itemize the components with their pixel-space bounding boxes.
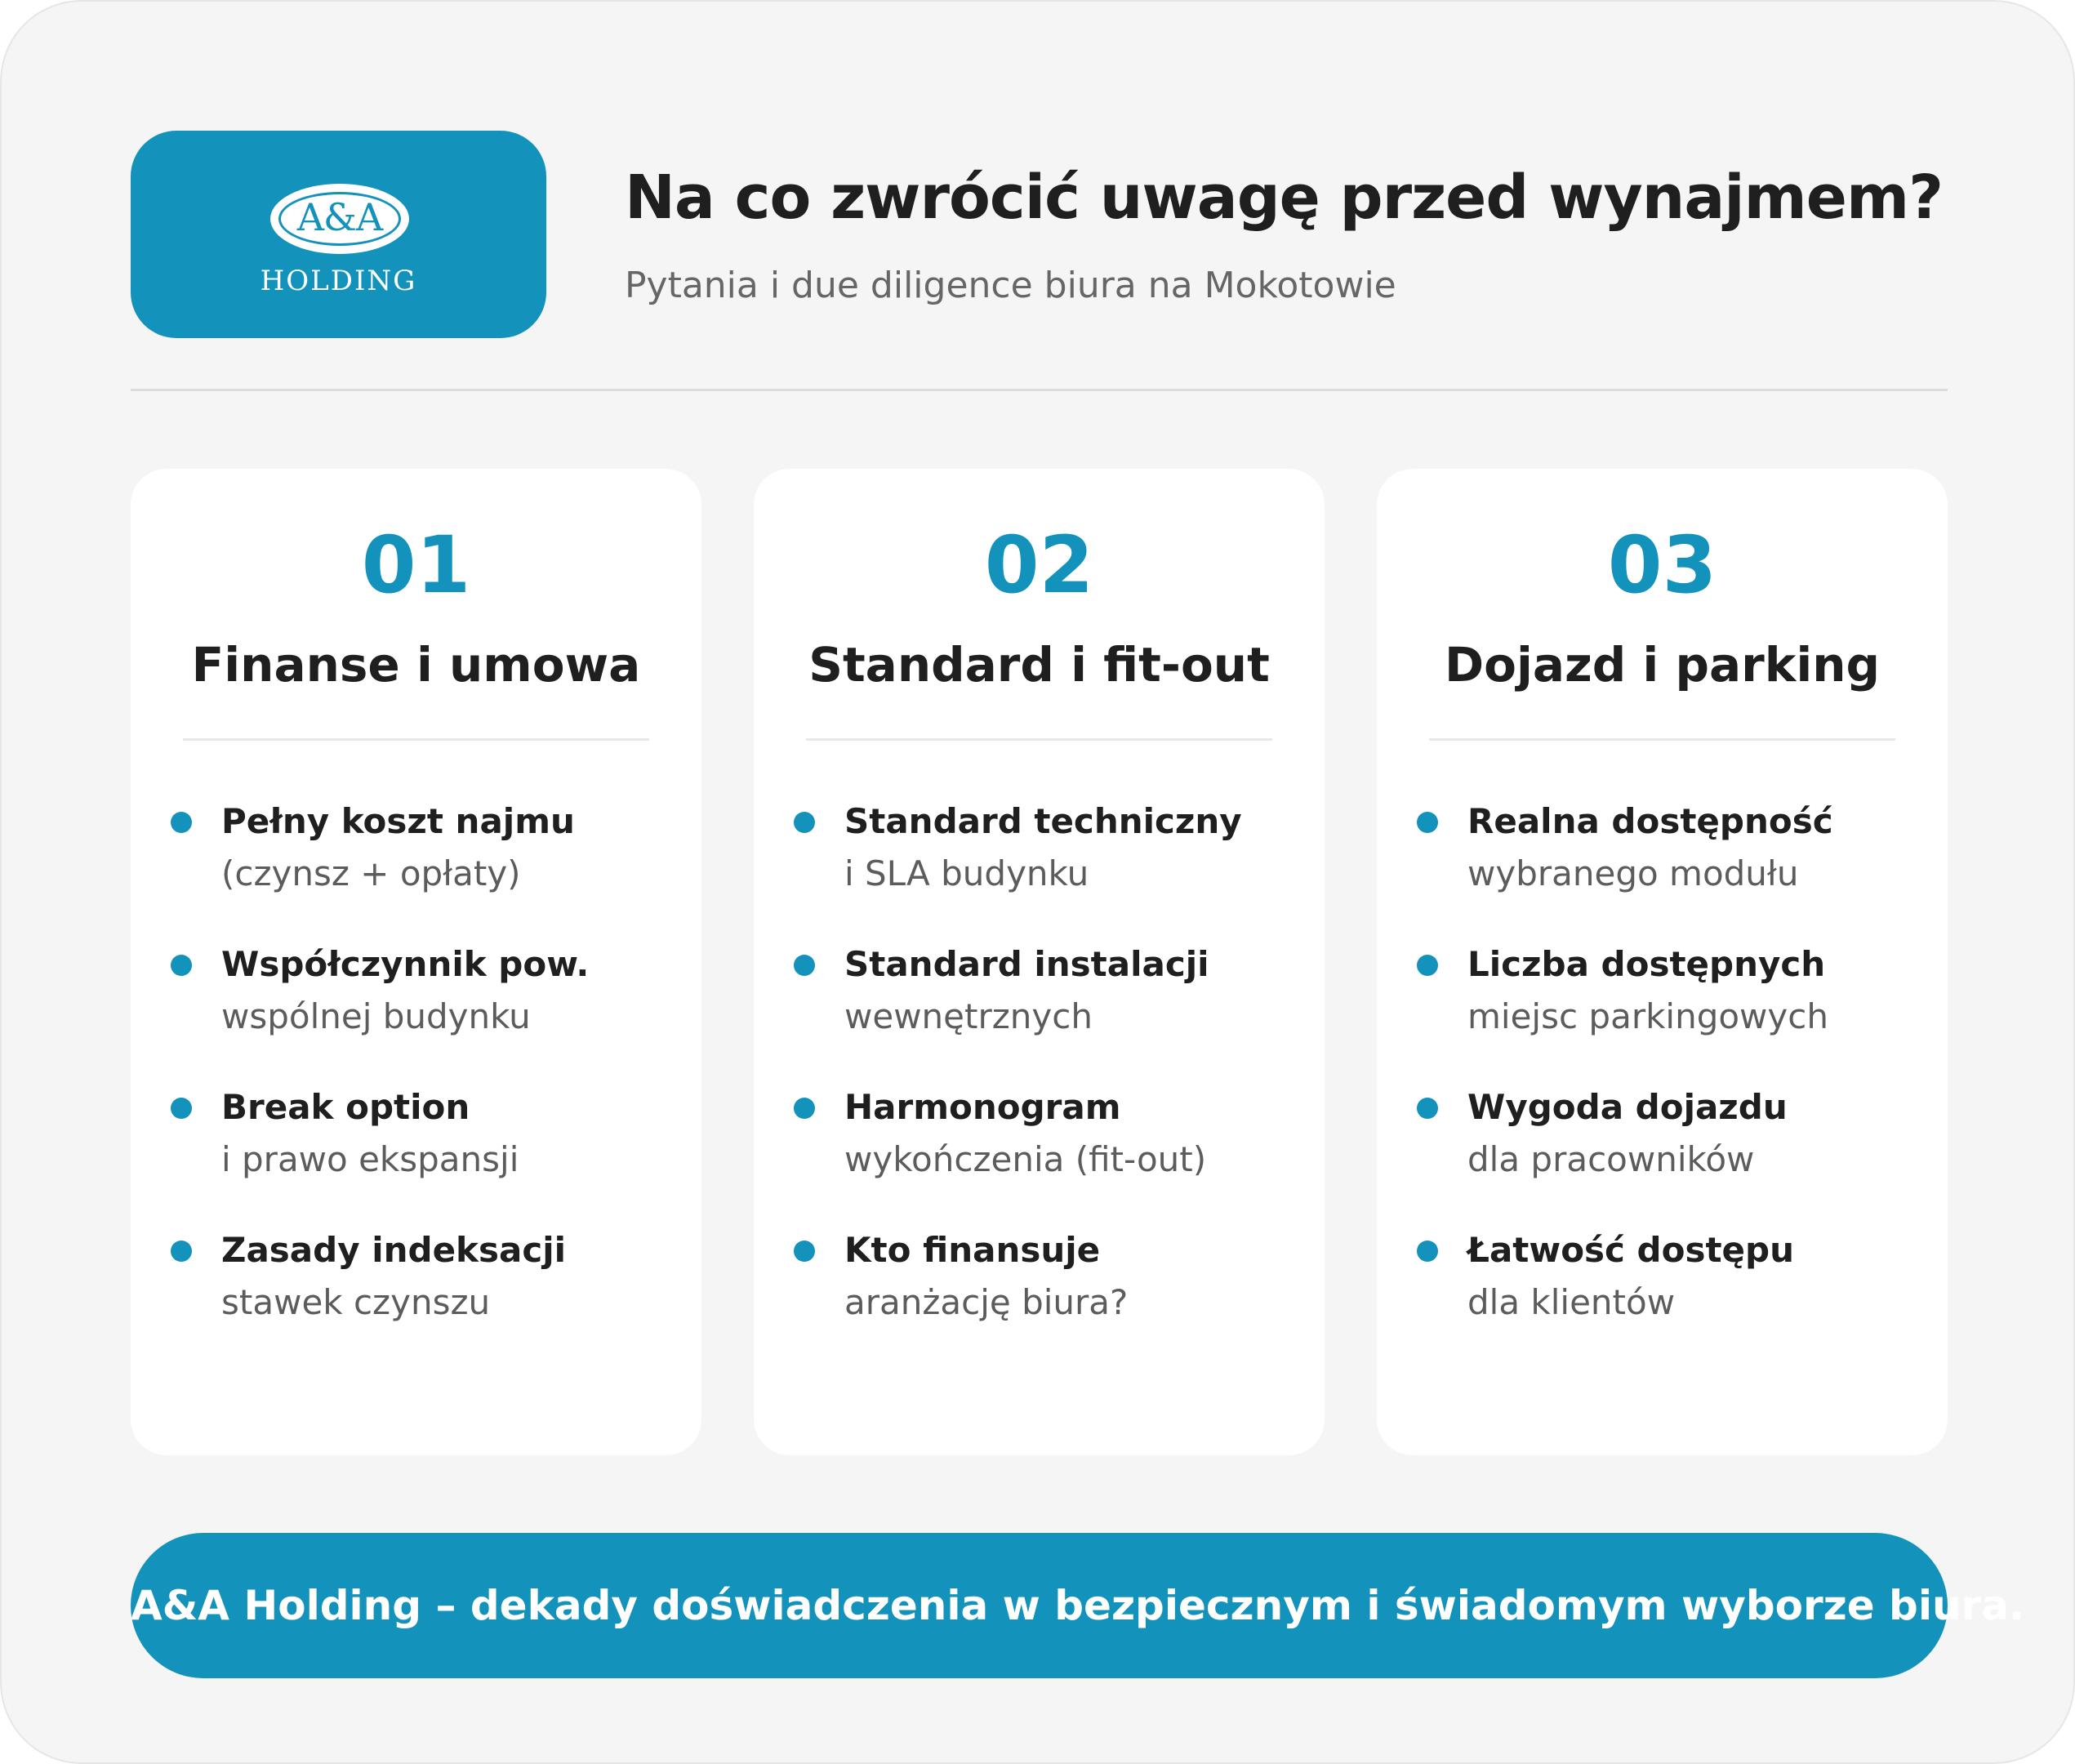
footer-text: A&A Holding – dekady doświadczenia w bezpiecznym i świadomym wyborze biura. — [131, 1582, 2024, 1629]
logo-holding-text: HOLDING — [260, 265, 417, 297]
card-dojazd — [1377, 469, 1948, 1455]
page-title: Na co zwrócić uwagę przed wynajmem? — [625, 163, 1943, 233]
bullet-icon — [1417, 1241, 1438, 1262]
item-detail: wybranego modułu — [1467, 853, 1799, 893]
list-item — [1377, 937, 1948, 1051]
bullet-icon — [1417, 1098, 1438, 1119]
bullet-icon — [171, 1241, 192, 1262]
list-item — [131, 937, 701, 1051]
item-heading: Standard instalacji — [844, 944, 1209, 984]
item-detail: wspólnej budynku — [221, 996, 531, 1036]
company-logo — [131, 131, 546, 338]
item-detail: i SLA budynku — [844, 853, 1089, 893]
item-detail: (czynsz + opłaty) — [221, 853, 521, 893]
list-item — [131, 1080, 701, 1194]
item-heading: Pełny koszt najmu — [221, 801, 575, 841]
bullet-icon — [171, 955, 192, 976]
card-title: Standard i fit-out — [808, 637, 1270, 693]
list-item — [1377, 1223, 1948, 1337]
item-heading: Kto finansuje — [844, 1230, 1101, 1270]
card-number: 01 — [361, 519, 471, 611]
item-detail: wewnętrznych — [844, 996, 1093, 1036]
card-finanse — [131, 469, 701, 1455]
bullet-icon — [171, 812, 192, 833]
list-item — [1377, 1080, 1948, 1194]
list-item — [754, 1080, 1325, 1194]
bullet-icon — [1417, 812, 1438, 833]
item-heading: Break option — [221, 1087, 470, 1127]
list-item — [754, 937, 1325, 1051]
item-heading: Wygoda dojazdu — [1467, 1087, 1788, 1127]
bullet-icon — [794, 955, 815, 976]
item-heading: Łatwość dostępu — [1467, 1230, 1795, 1270]
footer-banner — [131, 1533, 2024, 1678]
item-heading: Liczba dostępnych — [1467, 944, 1826, 984]
list-item — [754, 1223, 1325, 1337]
page-subtitle: Pytania i due diligence biura na Mokotowie — [625, 265, 1396, 306]
list-item — [754, 794, 1325, 908]
item-heading: Standard techniczny — [844, 801, 1242, 841]
item-heading: Współczynnik pow. — [221, 944, 590, 984]
card-divider — [183, 738, 649, 741]
item-detail: i prawo ekspansji — [221, 1139, 519, 1179]
item-detail: miejsc parkingowych — [1467, 996, 1828, 1036]
card-title: Dojazd i parking — [1444, 637, 1881, 693]
logo-mark: A&A — [296, 195, 383, 239]
card-number: 02 — [984, 519, 1094, 611]
item-heading: Harmonogram — [844, 1087, 1121, 1127]
item-detail: dla klientów — [1467, 1282, 1676, 1322]
item-detail: dla pracowników — [1467, 1139, 1755, 1179]
item-detail: wykończenia (fit-out) — [844, 1139, 1207, 1179]
item-heading: Realna dostępność — [1467, 801, 1833, 841]
card-divider — [1429, 738, 1895, 741]
item-detail: aranżację biura? — [844, 1282, 1129, 1322]
logo-emblem — [270, 184, 409, 254]
card-title: Finanse i umowa — [191, 637, 641, 693]
item-detail: stawek czynszu — [221, 1282, 491, 1322]
card-number: 03 — [1607, 519, 1717, 611]
bullet-icon — [794, 1098, 815, 1119]
list-item — [131, 794, 701, 908]
bullet-icon — [794, 1241, 815, 1262]
card-standard — [754, 469, 1325, 1455]
list-item — [1377, 794, 1948, 908]
card-divider — [806, 738, 1272, 741]
bullet-icon — [794, 812, 815, 833]
item-heading: Zasady indeksacji — [221, 1230, 567, 1270]
bullet-icon — [171, 1098, 192, 1119]
header-divider — [131, 389, 1948, 391]
bullet-icon — [1417, 955, 1438, 976]
list-item — [131, 1223, 701, 1337]
